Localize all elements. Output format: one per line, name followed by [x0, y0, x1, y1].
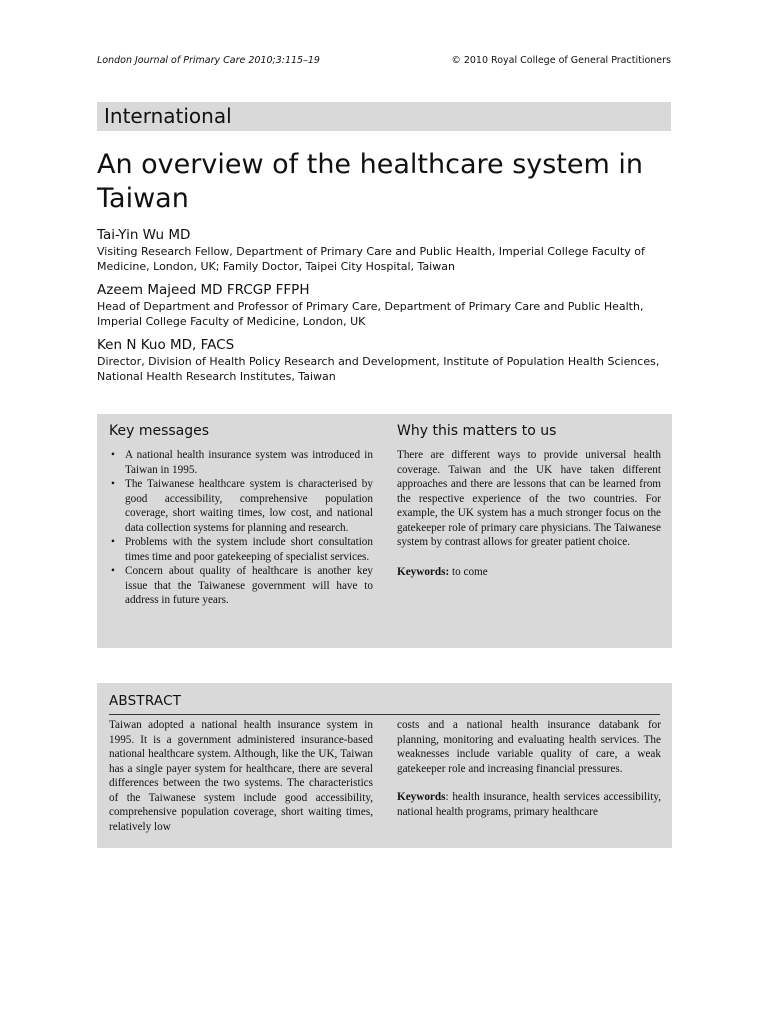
- key-messages-list: [109, 448, 373, 608]
- key-messages-box: [97, 414, 672, 648]
- author-list: [97, 227, 671, 392]
- keywords-value: to come: [452, 565, 488, 578]
- author-name: Ken N Kuo MD, FACS: [97, 337, 235, 353]
- abstract-right-column: [397, 718, 661, 819]
- abstract-text-right: costs and a national health insurance databank for planning, monitoring and evaluating health services. The weaknesses include variable quality of care, a weak gatekeeper role and increasing financial pressures.: [397, 719, 661, 775]
- abstract-text-left: Taiwan adopted a national health insurance system in 1995. It is a government administered insurance-based national healthcare system. Although, like the UK, Taiwan has a single payer system for healthcare, there are several differences between the two systems. The characteristics of the Taiwanese system include good accessibility, comprehensive population coverage, short waiting times, relatively low: [109, 719, 373, 833]
- author-name: Azeem Majeed MD FRCGP FFPH: [97, 282, 310, 298]
- article-title: An overview of the healthcare system in Taiwan: [97, 149, 643, 214]
- author-block: [97, 282, 671, 329]
- author-block: [97, 227, 671, 274]
- running-head: [97, 55, 671, 66]
- copyright-notice: © 2010 Royal College of General Practitioners: [451, 55, 671, 66]
- author-name: Tai-Yin Wu MD: [97, 227, 191, 243]
- abstract-keywords: [397, 790, 661, 819]
- why-matters-text: There are different ways to provide universal health coverage. Taiwan and the UK have taken different approaches and there are lessons that can be learned from the respective experience of the two countries. For example, the UK system has a much stronger focus on the gatekeeper role of primary care physicians. The Taiwanese system by contrast allows for greater patient choice.: [397, 449, 661, 548]
- why-matters-heading: Why this matters to us: [397, 423, 557, 439]
- author-affiliation: Director, Division of Health Policy Research and Development, Institute of Population Health Sciences, National Health Research Institutes, Taiwan: [97, 355, 660, 383]
- key-messages-column: [109, 414, 373, 608]
- key-message-item: • Problems with the system include short consultation times time and poor gatekeeping of specialist services.: [109, 535, 373, 564]
- abstract-box: [97, 683, 672, 848]
- author-affiliation: Visiting Research Fellow, Department of Primary Care and Public Health, Imperial College Faculty of Medicine, London, UK; Family Doctor, Taipei City Hospital, Taiwan: [97, 245, 645, 273]
- abstract-heading: ABSTRACT: [109, 693, 182, 709]
- keywords-label: Keywords:: [397, 565, 450, 578]
- key-message-item: • A national health insurance system was introduced in Taiwan in 1995.: [109, 448, 373, 477]
- key-message-item: • Concern about quality of healthcare is another key issue that the Taiwanese government will have to address in future years.: [109, 564, 373, 608]
- why-matters-keywords: [397, 565, 661, 580]
- journal-citation: London Journal of Primary Care 2010;3:115–19: [97, 55, 320, 66]
- author-block: [97, 337, 671, 384]
- key-messages-heading: Key messages: [109, 423, 210, 439]
- keywords-value: : health insurance, health services accessibility, national health programs, primary healthcare: [397, 791, 661, 818]
- author-affiliation: Head of Department and Professor of Primary Care, Department of Primary Care and Public Health, Imperial College Faculty of Medicine, London, UK: [97, 300, 644, 328]
- key-message-item: • The Taiwanese healthcare system is characterised by good accessibility, comprehensive population coverage, short waiting times, low cost, and national data collection systems for planning and research.: [109, 477, 373, 535]
- abstract-divider: [109, 714, 660, 715]
- why-matters-column: [397, 414, 661, 579]
- keywords-label: Keywords: [397, 791, 446, 803]
- section-label: International: [97, 102, 671, 131]
